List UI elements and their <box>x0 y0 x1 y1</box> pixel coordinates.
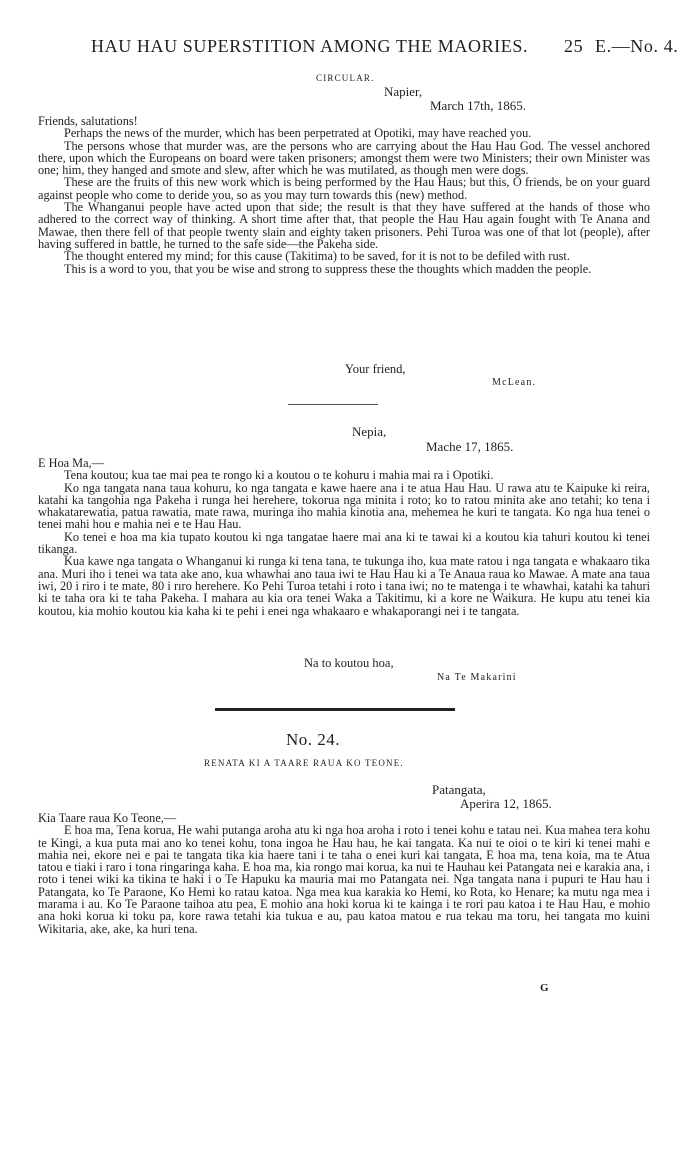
letter2-paragraph: Ko nga tangata nana taua kohuru, ko nga tangata e kawe haere ana i te atua Hau Hau. U rawa atu te Kaipuke ki reira, katahi ka tangohia nga Pakeha i runga hei herehere, tokorua nga minita i roto; ko to ratou minita ake ano tetahi; ko tena i whakatarewatia, patua rawatia, mate rawa, muringa iho mahia kinotia ana, mehemea he kuri te tangata. Ko nga hua tenei o tenei mahi hou e mahia nei e te Hau Hau. <box>38 480 650 532</box>
letter2-paragraph: Tena koutou; kua tae mai pea te rongo ki a koutou o te kohuru i mahia mai ra i Opotiki. <box>64 468 494 483</box>
section-salutation: Kia Taare raua Ko Teone,— <box>38 811 177 825</box>
short-divider <box>288 404 378 405</box>
letter2-paragraph: Kua kawe nga tangata o Whanganui ki runga ki tena tana, te tukunga iho, kua mate ratou i nga tangata e whakaaro tika ana. Muri iho i tenei wa tata ake ano, kua whawhai ano taua iwi te Hau Hau ki a Te Anaua raua ko Mawae. A mate ana taua iwi, 20 i riro i te mate, 80 i rıro herehere. Ko Pehi Turoa tetahi i roto i tana iwi; no te matenga i te whawhai, katahi ka tahuri ki te taha ora ki te taha Pakeha. I mahara au kia ora tenei Waka a Takitimu, ki a kore ne Waikura. He kupu atu tenei kia koutou, kia mohio koutou kia kaha ki te pehi i enei nga whakaaro e whakaporangi nei i te tangata. <box>38 554 650 618</box>
section-body <box>38 812 650 935</box>
section-place: Patangata, <box>432 782 486 797</box>
letter2-salutation: E Hoa Ma,— <box>38 456 104 470</box>
letter1-place: Napier, <box>384 84 423 99</box>
letter2-place: Nepia, <box>352 424 387 439</box>
letter2-signature: Na Te Makarini <box>437 672 517 683</box>
section-paragraph: E hoa ma, Tena korua, He wahi putanga aroha atu ki nga hoa aroha i roto i tenei kohu e tatau nei. Kua mahea tera kohu te Kingi, a kua puta mai ano ko tenei kohu, tona ingoa he Hau hau, he kai tangata. Ka nui te oioi o te kiri ki tenei mahi e mahia nei, ekore nei e pai te tangata tika kia haere tani i te taha o enei kuri kai tangata, E hoa ma, tena koia, ma te Atua tatou e tiaki i raro i tona ringaringa kaha. E hoa ma, kia rongo mai korua, ka nui te Hauhau kei Patangata nei e karakia ana, i roto i tenei wiki ka tikina te haki i o Te Hapuku ka mauria mai mo Patangata nei. Nga tangata nana i pupuri te Hau hau i Patangata, ko Te Paraone, Ko Hemi ko ratau katoa. Nga mea kua karakia ko Hemi, ko Rota, ko Henare; ka mutu nga mea i marama i au. Ko Te Paraone taihoa atu pea, E mohio ana hoki korua ki te kainga i te rori pau katoa i te Hau Hau, e mohio ana hoki korua ki toku pa, kore rawa tetahi kia tukua e au, pau katoa matou e rua tekau ma toru, hei tangata mo kuini Wikitaria, ake, ake, ka huri tena. <box>38 823 650 936</box>
letter2-body <box>38 457 650 617</box>
letter1-body <box>38 115 650 275</box>
document-reference: E.—No. 4. <box>595 36 679 56</box>
letter1-salutation: Friends, salutations! <box>38 114 138 128</box>
letter1-paragraph: These are the fruits of this new work which is being performed by the Hau Haus; but this, O friends, be on your guard against people who come to deride you, so as you may turn towards this (new) method. <box>38 175 650 202</box>
section-divider <box>215 708 455 711</box>
section-subtitle: RENATA KI A TAARE RAUA KO TEONE. <box>204 758 404 768</box>
letter2-closing: Na to koutou hoa, <box>304 656 394 670</box>
section-date: Aperira 12, 1865. <box>460 796 552 811</box>
running-title: HAU HAU SUPERSTITION AMONG THE MAORIES. <box>91 36 529 56</box>
letter1-paragraph: The thought entered my mind; for this cause (Takitima) to be saved, for it is not to be defiled with rust. <box>64 249 570 264</box>
circular-heading: CIRCULAR. <box>316 73 375 83</box>
letter1-signature: McLean. <box>492 377 537 388</box>
letter1-date: March 17th, 1865. <box>430 98 527 113</box>
letter1-paragraph: Perhaps the news of the murder, which has been perpetrated at Opotiki, may have reached you. <box>64 126 532 141</box>
signature-mark: G <box>540 982 549 994</box>
letter2-paragraph: Ko tenei e hoa ma kia tupato koutou ki nga tangatae haere mai ana ki te tawai ki a koutou kia tahuri koutou ki tenei tikanga. <box>38 529 650 557</box>
letter1-paragraph: The persons whose that murder was, are the persons who are carrying about the Hau Hau God. The vessel anchored there, upon which the Europeans on board were taken prisoners; amongst them were two Ministers; their own Minister was one; him, they hanged and smote and slew, after which he was mutilated, as though men were dogs. <box>38 138 650 178</box>
letter2-date: Mache 17, 1865. <box>426 439 514 454</box>
letter1-paragraph: This is a word to you, that you be wise and strong to suppress these the thoughts which madden the people. <box>64 261 592 276</box>
letter1-closing: Your friend, <box>345 362 406 376</box>
letter1-paragraph: The Whanganui people have acted upon that side; the result is that they have suffered at the hands of those who adhered to the correct way of thinking. A short time after that, that people the Hau Hau again fought with Te Anana and Mawae, then there fell of that people twenty slain and eighty taken prisoners. Pehi Turoa was one of that lot (people), after having suffered in battle, he turned to the safe side—the Pakeha side. <box>38 200 650 251</box>
section-number: No. 24. <box>286 730 341 749</box>
page-number: 25 <box>564 36 584 56</box>
